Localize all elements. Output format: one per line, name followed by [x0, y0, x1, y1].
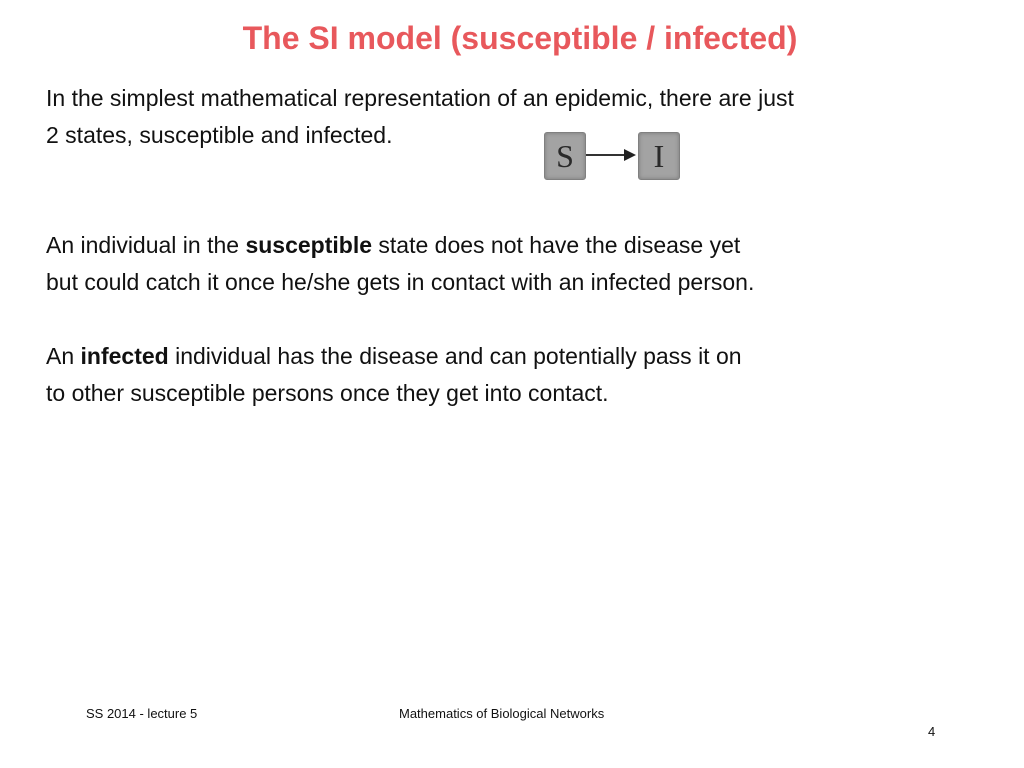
- intro-line-1: In the simplest mathematical representation of an epidemic, there are just: [46, 85, 794, 111]
- infected-line-1-start: An: [46, 343, 81, 369]
- susceptible-line-1-start: An individual in the: [46, 232, 246, 258]
- susceptible-paragraph: [46, 227, 754, 301]
- susceptible-line-1: [46, 227, 754, 264]
- susceptible-line-1-end: state does not have the disease yet: [372, 232, 741, 258]
- state-s-box: S: [544, 132, 586, 180]
- susceptible-line-2: but could catch it once he/she gets in contact with an infected person.: [46, 269, 755, 295]
- state-i-box: I: [638, 132, 680, 180]
- intro-paragraph: [46, 80, 794, 154]
- si-diagram: [544, 132, 680, 180]
- footer-course-title: Mathematics of Biological Networks: [399, 706, 605, 721]
- infected-paragraph: [46, 338, 742, 412]
- footer-lecture-label: SS 2014 - lecture 5: [86, 706, 198, 721]
- infected-line-1-end: individual has the disease and can potentially pass it on: [168, 343, 742, 369]
- infected-line-1: [46, 338, 742, 375]
- infected-term: infected: [80, 343, 169, 369]
- infected-line-2: to other susceptible persons once they get into contact.: [46, 380, 609, 406]
- susceptible-term: susceptible: [245, 232, 373, 258]
- slide-title: The SI model (susceptible / infected): [242, 20, 798, 56]
- page-number: 4: [928, 724, 936, 739]
- transition-arrow-icon: [586, 144, 638, 166]
- intro-line-2: 2 states, susceptible and infected.: [46, 122, 393, 148]
